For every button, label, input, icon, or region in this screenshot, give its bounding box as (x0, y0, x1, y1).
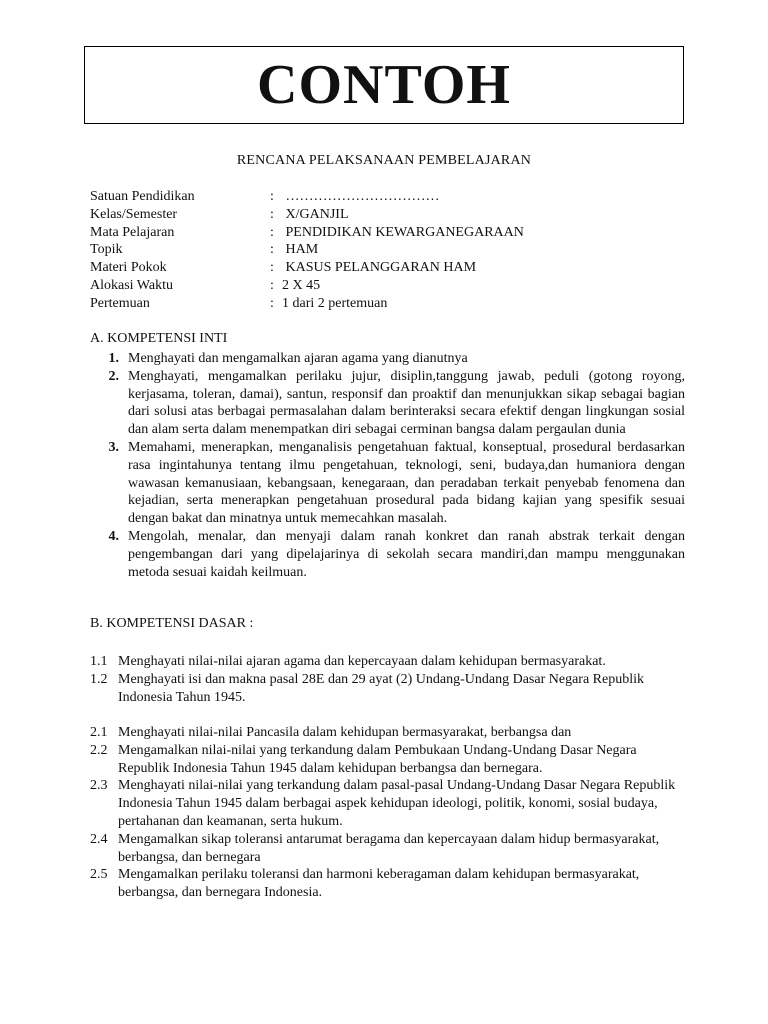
info-row (90, 206, 524, 224)
info-value: PENDIDIKAN KEWARGANEGARAAN (282, 224, 524, 240)
identity-table (90, 188, 524, 313)
info-label: Topik (90, 242, 123, 258)
banner-text: CONTOH (257, 54, 511, 116)
list-text: Menghayati isi dan makna pasal 28E dan 29 ayat (2) Undang-Undang Dasar Negara Republik Indonesia Tahun 1945. (118, 671, 645, 705)
info-row (90, 224, 524, 242)
list-number: 4. (108, 528, 119, 544)
list-text: Menghayati nilai-nilai yang terkandung dalam pasal-pasal Undang-Undang Dasar Negara Republik Indonesia Tahun 1945 dalam berbagai aspek kehidupan ideologi, politik, konomi, sosial budaya, pertahanan dan keamanan, serta hukum. (118, 778, 676, 829)
info-value: 1 dari 2 pertemuan (282, 295, 388, 311)
list-number: 3. (108, 439, 119, 455)
list-text: Menghayati, mengamalkan perilaku jujur, disiplin,tanggung jawab, peduli (gotong royong, kerjasama, toleran, damai), santun, responsif dan proaktif dan menunjukkan sikap sebagai bagian dari solusi atas berbagai permasalahan dalam berinteraksi secara efektif dengan lingkungan sosial dan alam serta dalam menempatkan diri sebagai cerminan bangsa dalam pergaulan dunia (128, 368, 685, 438)
section-a-heading: A. KOMPETENSI INTI (90, 331, 228, 346)
list-text: Menghayati nilai-nilai ajaran agama dan kepercayaan dalam kehidupan bermasyarakat. (118, 654, 606, 669)
list-item (90, 742, 690, 778)
info-value: X/GANJIL (282, 206, 349, 222)
info-colon: : (270, 260, 274, 276)
list-text: Mengamalkan perilaku toleransi dan harmoni keberagaman dalam kehidupan bermasyarakat, berbangsa, dan bernegara Indonesia. (118, 867, 640, 901)
info-value: KASUS PELANGGARAN HAM (282, 260, 477, 276)
list-item (90, 671, 690, 707)
list-number: 2. (108, 368, 119, 384)
info-label: Kelas/Semester (90, 206, 178, 222)
list-number: 2.5 (90, 867, 108, 883)
list-number: 1.1 (90, 654, 108, 669)
list-item (90, 777, 690, 830)
info-value: HAM (282, 242, 319, 258)
list-number: 2.3 (90, 778, 108, 794)
list-text: Menghayati nilai-nilai Pancasila dalam kehidupan bermasyarakat, berbangsa dan (118, 725, 572, 740)
info-row (90, 241, 524, 259)
info-colon: : (270, 295, 274, 311)
info-row (90, 295, 524, 313)
sample-banner (84, 46, 684, 124)
list-text: Mengolah, menalar, dan menyaji dalam ranah konkret dan ranah abstrak terkait dengan pengembangan dari yang dipelajarinya di sekolah secara mandiri,dan mampu menggunakan metoda sesuai kaidah keilmuan. (128, 528, 685, 580)
list-text: Mengamalkan sikap toleransi antarumat beragama dan kepercayaan dalam hidup bermasyarakat, berbangsa, dan bernegara (118, 831, 660, 865)
core-competency-list (90, 350, 685, 581)
info-colon: : (270, 224, 274, 240)
list-item (90, 653, 690, 671)
info-row (90, 259, 524, 277)
list-item (90, 350, 685, 368)
list-item (90, 724, 690, 742)
info-label: Satuan Pendidikan (90, 189, 195, 204)
info-label: Mata Pelajaran (90, 224, 175, 240)
list-text: Menghayati dan mengamalkan ajaran agama yang dianutnya (128, 351, 468, 366)
info-label: Materi Pokok (90, 260, 167, 276)
list-text: Memahami, menerapkan, menganalisis pengetahuan faktual, konseptual, prosedural berdasarkan rasa ingintahunya tentang ilmu pengetahuan, teknologi, seni, budaya,dan humaniora dengan wawasan kemanusiaan, kebangsaan, kenegaraan, dan peradaban terkait penyebab fenomena dan kejadian, serta menerapkan pengetahuan prosedural pada bidang kajian yang spesifik sesuai dengan bakat dan minatnya untuk memecahkan masalah. (128, 439, 685, 527)
info-label: Pertemuan (90, 295, 150, 311)
document-title: RENCANA PELAKSANAAN PEMBELAJARAN (236, 153, 532, 168)
info-row (90, 277, 524, 295)
section-b-heading: B. KOMPETENSI DASAR : (90, 616, 254, 631)
list-item (90, 439, 685, 528)
list-number: 2.2 (90, 742, 108, 758)
list-number: 1.2 (90, 671, 108, 687)
info-colon: : (270, 242, 274, 258)
info-row (90, 188, 524, 206)
list-item (90, 831, 690, 867)
info-colon: : (270, 206, 274, 222)
list-number: 1. (108, 351, 119, 366)
list-number: 2.1 (90, 725, 108, 740)
list-text: Mengamalkan nilai-nilai yang terkandung dalam Pembukaan Undang-Undang Dasar Negara Republik Indonesia Tahun 1945 dalam kehidupan berbangsa dan bernegara. (118, 742, 637, 776)
info-value: …………………………… (282, 189, 440, 204)
info-colon: : (270, 277, 274, 293)
list-item (90, 368, 685, 439)
list-item (90, 528, 685, 581)
info-label: Alokasi Waktu (90, 277, 173, 293)
info-colon: : (270, 189, 274, 204)
list-number: 2.4 (90, 831, 108, 847)
list-item (90, 866, 690, 902)
basic-competency-group-2 (90, 724, 690, 902)
info-value: 2 X 45 (282, 277, 321, 293)
basic-competency-group-1 (90, 653, 690, 706)
